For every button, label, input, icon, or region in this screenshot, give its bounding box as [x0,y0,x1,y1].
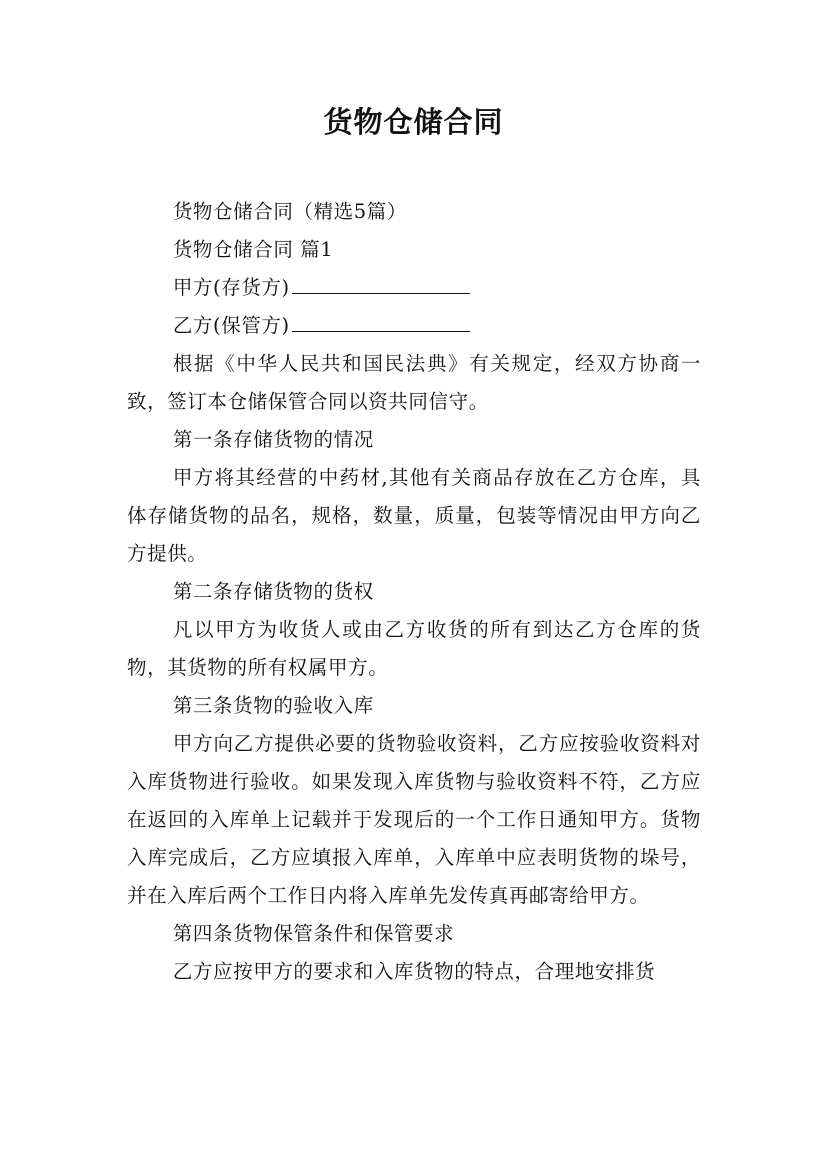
party-b-blank [292,307,470,332]
party-a-label: 甲方(存货方) [172,276,290,299]
clause-3-body: 甲方向乙方提供必要的货物验收资料，乙方应按验收资料对入库货物进行验收。如果发现入库货物与验收资料不符，乙方应在返回的入库单上记载并于发现后的一个工作日通知甲方。货物入库完成后，乙方应填报入库单，入库单中应表明货物的垛号，并在入库后两个工作日内将入库单先发传真再邮寄给甲方。 [127,732,701,907]
clause-4-body: 乙方应按甲方的要求和入库货物的特点，合理地安排货 [172,960,656,983]
preamble: 根据《中华人民共和国民法典》有关规定，经双方协商一致，签订本仓储保管合同以资共同信守。 [127,352,701,413]
clause-1-heading: 第一条存储货物的情况 [172,428,374,451]
clause-4-heading: 第四条货物保管条件和保管要求 [172,922,455,945]
document-body [127,193,701,991]
subtitle-text: 货物仓储合同（精选5篇） [172,200,407,223]
clause-1-body: 甲方将其经营的中药材,其他有关商品存放在乙方仓库，具体存储货物的品名，规格，数量，质量，包装等情况由甲方向乙方提供。 [127,466,701,565]
article-heading [127,231,701,269]
party-b-label: 乙方(保管方) [172,314,290,337]
party-a-blank [292,269,470,294]
clause-3-heading: 第三条货物的验收入库 [172,694,374,717]
document-title: 货物仓储合同 [323,105,504,139]
subtitle [127,193,701,231]
article-heading-text: 货物仓储合同 篇1 [172,238,334,261]
clause-2-body: 凡以甲方为收货人或由乙方收货的所有到达乙方仓库的货物，其货物的所有权属甲方。 [127,618,701,679]
party-a-line [127,269,701,307]
party-b-line [127,307,701,345]
clause-2-heading: 第二条存储货物的货权 [172,580,374,603]
